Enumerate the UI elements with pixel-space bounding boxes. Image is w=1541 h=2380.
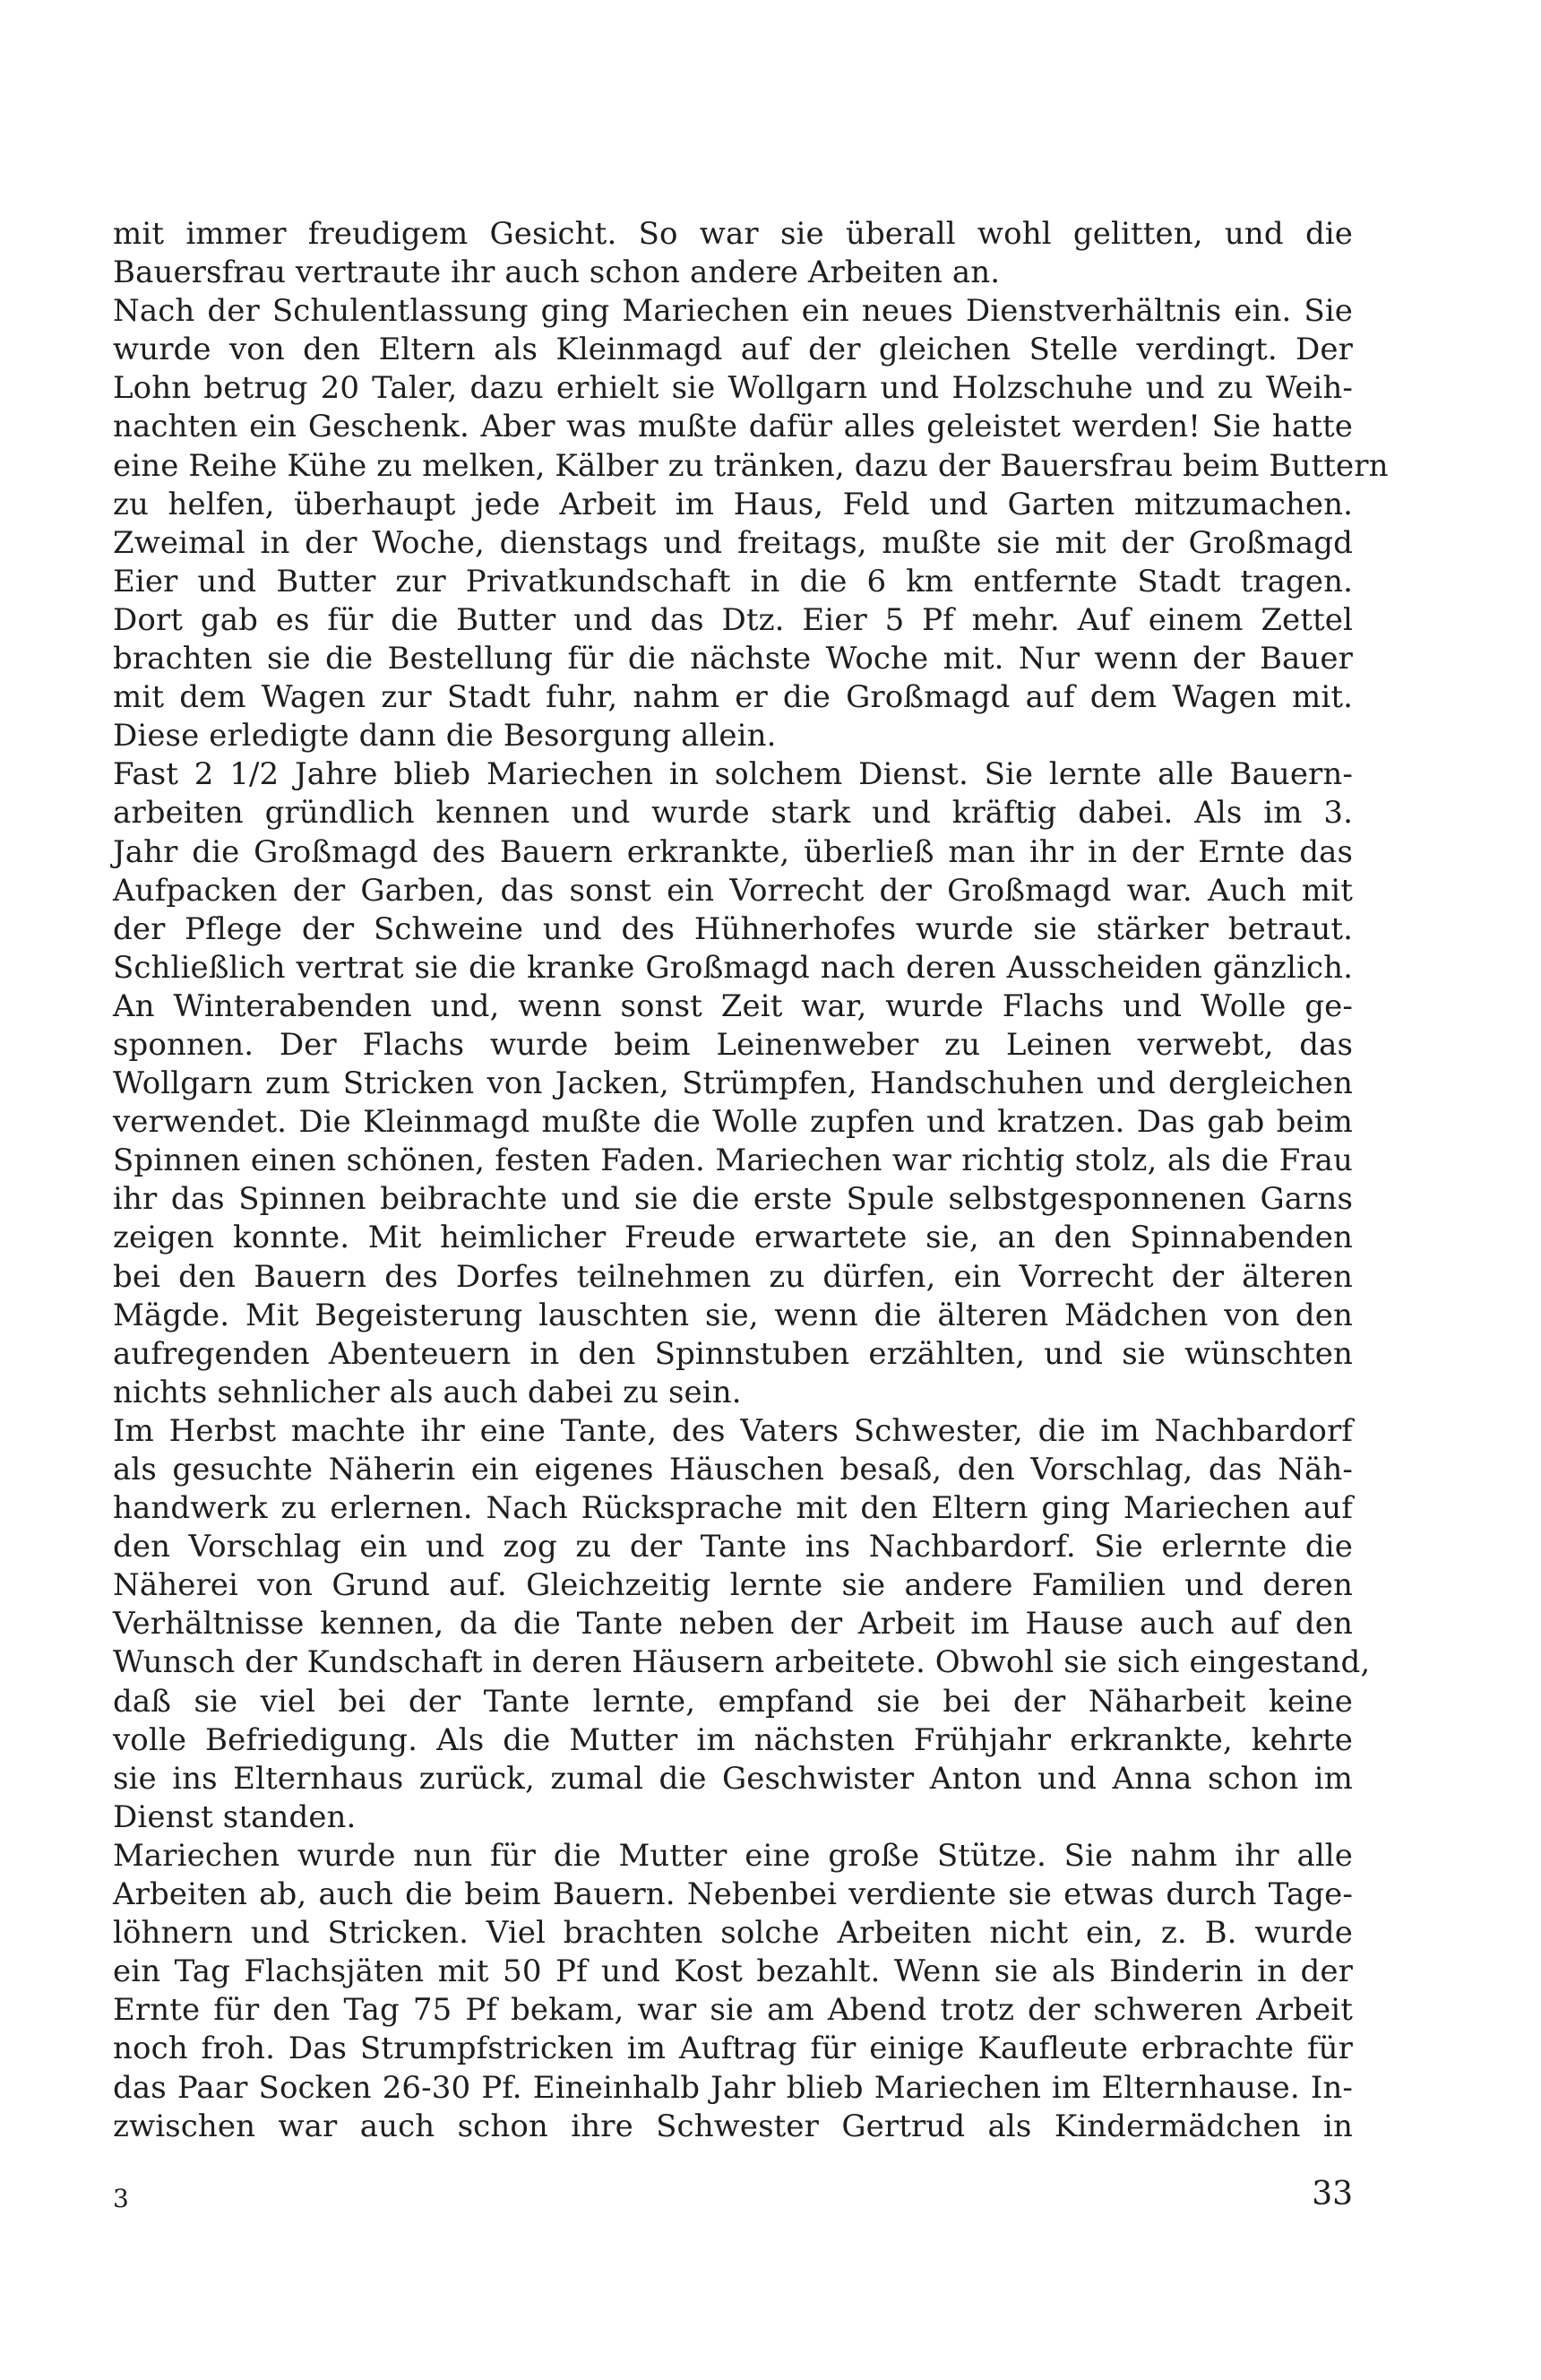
- text-line: nachten ein Geschenk. Aber was mußte dafür alles geleistet werden! Sie hatte: [113, 409, 1353, 445]
- text-line: Nach der Schulentlassung ging Mariechen ein neues Dienstverhältnis ein. Sie: [113, 293, 1353, 330]
- text-line: Verhältnisse kennen, da die Tante neben der Arbeit im Hause auch auf den: [113, 1606, 1353, 1643]
- text-line: verwendet. Die Kleinmagd mußte die Wolle zupfen und kratzen. Das gab beim: [113, 1104, 1353, 1141]
- text-line: Mariechen wurde nun für die Mutter eine große Stütze. Sie nahm ihr alle: [113, 1837, 1353, 1874]
- text-line: aufregenden Abenteuern in den Spinnstuben erzählten, und sie wünschten: [113, 1335, 1353, 1372]
- text-line: Spinnen einen schönen, festen Faden. Mariechen war richtig stolz, als die Frau: [113, 1143, 1353, 1179]
- text-line: sie ins Elternhaus zurück, zumal die Geschwister Anton und Anna schon im: [113, 1760, 1353, 1797]
- text-line: An Winterabenden und, wenn sonst Zeit war, wurde Flachs und Wolle ge-: [113, 987, 1353, 1024]
- text-line: Zweimal in der Woche, dienstags und freitags, mußte sie mit der Großmagd: [113, 524, 1353, 561]
- text-line: Lohn betrug 20 Taler, dazu erhielt sie Wollgarn und Holzschuhe und zu Weih-: [113, 370, 1353, 407]
- signature-mark: 3: [113, 2184, 129, 2213]
- text-line: ihr das Spinnen beibrachte und sie die erste Spule selbstgesponnenen Garns: [113, 1181, 1353, 1218]
- text-line: den Vorschlag ein und zog zu der Tante ins Nachbardorf. Sie erlernte die: [113, 1529, 1353, 1565]
- text-line: Diese erledigte dann die Besorgung allein.: [113, 718, 777, 755]
- text-line: Ernte für den Tag 75 Pf bekam, war sie am Abend trotz der schweren Arbeit: [113, 1992, 1353, 2029]
- text-line: arbeiten gründlich kennen und wurde stark und kräftig dabei. Als im 3.: [113, 795, 1353, 832]
- text-line: Dort gab es für die Butter und das Dtz. Eier 5 Pf mehr. Auf einem Zettel: [113, 601, 1353, 638]
- text-line: daß sie viel bei der Tante lernte, empfand sie bei der Näharbeit keine: [113, 1683, 1353, 1720]
- text-line: sponnen. Der Flachs wurde beim Leinenweber zu Leinen verwebt, das: [113, 1026, 1353, 1063]
- text-line: eine Reihe Kühe zu melken, Kälber zu tränken, dazu der Bauersfrau beim Buttern: [113, 447, 1389, 484]
- text-line: brachten sie die Bestellung für die nächste Woche mit. Nur wenn der Bauer: [113, 641, 1353, 677]
- body-text: [113, 215, 1389, 2146]
- text-line: löhnern und Stricken. Viel brachten solche Arbeiten nicht ein, z. B. wurde: [113, 1915, 1353, 1952]
- text-line: ein Tag Flachsjäten mit 50 Pf und Kost bezahlt. Wenn sie als Binderin in der: [113, 1953, 1353, 1990]
- text-line: handwerk zu erlernen. Nach Rücksprache mit den Eltern ging Mariechen auf: [113, 1490, 1353, 1527]
- text-line: das Paar Socken 26-30 Pf. Eineinhalb Jahr blieb Mariechen im Elternhause. In-: [113, 2069, 1353, 2106]
- text-line: Bauersfrau vertraute ihr auch schon andere Arbeiten an.: [113, 254, 1001, 291]
- text-line: Wunsch der Kundschaft in deren Häusern arbeitete. Obwohl sie sich eingestand,: [113, 1644, 1371, 1681]
- text-line: als gesuchte Näherin ein eigenes Häuschen besaß, den Vorschlag, das Näh-: [113, 1452, 1353, 1488]
- text-line: zeigen konnte. Mit heimlicher Freude erwartete sie, an den Spinnabenden: [113, 1220, 1353, 1256]
- text-line: Wollgarn zum Stricken von Jacken, Strümpfen, Handschuhen und dergleichen: [113, 1065, 1353, 1102]
- text-line: noch froh. Das Strumpfstricken im Auftrag für einige Kaufleute erbrachte für: [113, 2031, 1353, 2067]
- text-line: mit dem Wagen zur Stadt fuhr, nahm er die Großmagd auf dem Wagen mit.: [113, 679, 1353, 716]
- text-line: wurde von den Eltern als Kleinmagd auf der gleichen Stelle verdingt. Der: [113, 332, 1353, 368]
- text-line: volle Befriedigung. Als die Mutter im nächsten Frühjahr erkrankte, kehrte: [113, 1721, 1353, 1758]
- text-line: Dienst standen.: [113, 1798, 357, 1835]
- text-line: nichts sehnlicher als auch dabei zu sein.: [113, 1374, 742, 1410]
- text-line: bei den Bauern des Dorfes teilnehmen zu dürfen, ein Vorrecht der älteren: [113, 1258, 1353, 1295]
- text-line: Aufpacken der Garben, das sonst ein Vorrecht der Großmagd war. Auch mit: [113, 872, 1353, 909]
- text-line: Jahr die Großmagd des Bauern erkrankte, überließ man ihr in der Ernte das: [113, 833, 1353, 870]
- text-line: zwischen war auch schon ihre Schwester Gertrud als Kindermädchen in: [113, 2108, 1353, 2144]
- text-line: zu helfen, überhaupt jede Arbeit im Haus, Feld und Garten mitzumachen.: [113, 486, 1353, 522]
- text-line: mit immer freudigem Gesicht. So war sie überall wohl gelitten, und die: [113, 216, 1353, 252]
- text-line: Mägde. Mit Begeisterung lauschten sie, wenn die älteren Mädchen von den: [113, 1297, 1353, 1333]
- text-line: Arbeiten ab, auch die beim Bauern. Nebenbei verdiente sie etwas durch Tage-: [113, 1876, 1353, 1913]
- page-number: 33: [1312, 2176, 1353, 2212]
- text-line: Im Herbst machte ihr eine Tante, des Vaters Schwester, die im Nachbardorf: [113, 1412, 1353, 1449]
- text-line: Fast 2 1/2 Jahre blieb Mariechen in solchem Dienst. Sie lernte alle Bauern-: [113, 756, 1353, 793]
- text-line: Eier und Butter zur Privatkundschaft in die 6 km entfernte Stadt tragen.: [113, 563, 1353, 599]
- text-line: Schließlich vertrat sie die kranke Großmagd nach deren Ausscheiden gänzlich.: [113, 949, 1353, 986]
- text-line: Näherei von Grund auf. Gleichzeitig lernte sie andere Familien und deren: [113, 1567, 1353, 1604]
- text-line: der Pflege der Schweine und des Hühnerhofes wurde sie stärker betraut.: [113, 910, 1353, 947]
